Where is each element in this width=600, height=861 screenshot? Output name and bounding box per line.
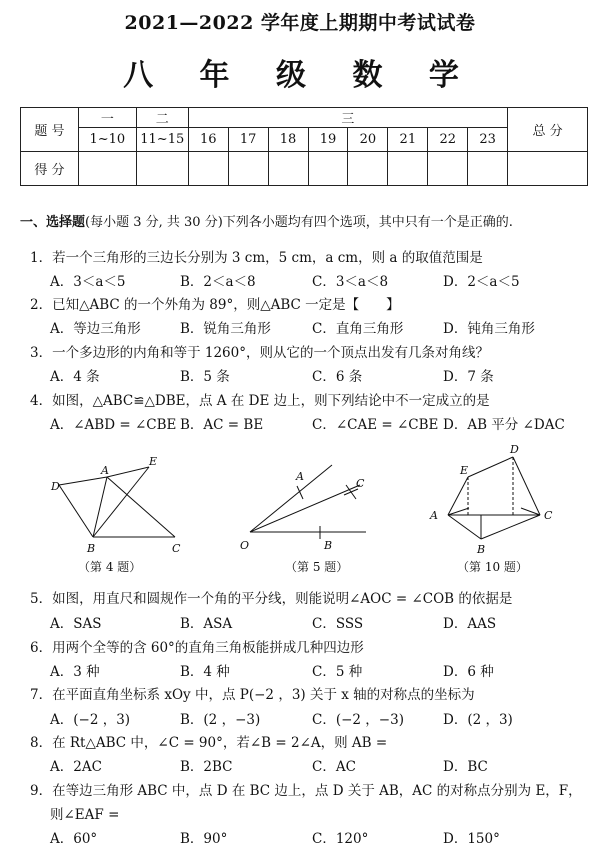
- section-note: (每小题 3 分, 共 30 分): [85, 215, 223, 230]
- col-17: 17: [228, 128, 268, 152]
- segment-dc: [513, 457, 540, 515]
- question-stem: 5．如图，用直尺和圆规作一个角的平分线，则能说明∠AOC = ∠COB 的依据是: [30, 591, 513, 607]
- score-cell[interactable]: [188, 152, 228, 186]
- option-a[interactable]: A．60°: [50, 831, 98, 847]
- option-c[interactable]: C．5 种: [312, 664, 363, 680]
- score-cell[interactable]: [508, 152, 588, 186]
- exam-title: 2021—2022 学年度上期期中考试试卷: [124, 12, 476, 34]
- option-d[interactable]: D．6 种: [443, 664, 494, 680]
- option-d[interactable]: D．AB 平分 ∠DAC: [443, 417, 565, 433]
- col-19: 19: [308, 128, 348, 152]
- col-22: 22: [428, 128, 468, 152]
- question-stem: 6．用两个全等的含 60°的直角三角板能拼成几种四边形: [30, 640, 364, 656]
- col-20: 20: [348, 128, 388, 152]
- score-cell[interactable]: [348, 152, 388, 186]
- option-c[interactable]: C．SSS: [312, 616, 364, 632]
- group-2: 二: [136, 108, 188, 128]
- segment-bc: [481, 515, 540, 539]
- option-c[interactable]: C．6 条: [312, 369, 363, 385]
- figure-5-caption: （第 5 题）: [285, 560, 349, 574]
- option-b[interactable]: B．4 种: [180, 664, 230, 680]
- question-stem: 4．如图，△ABC≌△DBE，点 A 在 DE 边上，则下列结论中不一定成立的是: [30, 393, 490, 409]
- score-cell[interactable]: [228, 152, 268, 186]
- option-b[interactable]: B．2＜a＜8: [180, 274, 256, 290]
- figure-4-caption: （第 4 题）: [78, 560, 142, 574]
- option-a[interactable]: A．SAS: [50, 616, 102, 632]
- group-1: 一: [78, 108, 136, 128]
- option-a[interactable]: A．等边三角形: [50, 321, 141, 337]
- option-c[interactable]: C．3＜a＜8: [312, 274, 389, 290]
- option-d[interactable]: D．150°: [443, 831, 500, 847]
- figure-4: [45, 452, 205, 557]
- label-a: A: [296, 470, 304, 483]
- label-c: C: [544, 509, 553, 522]
- total-label: 总 分: [508, 108, 588, 152]
- option-d[interactable]: D．2＜a＜5: [443, 274, 520, 290]
- section-title: 一、选择题: [20, 215, 86, 230]
- score-cell[interactable]: [78, 152, 136, 186]
- label-c: C: [356, 477, 365, 490]
- option-d[interactable]: D．BC: [443, 759, 488, 775]
- col-18: 18: [268, 128, 308, 152]
- option-b[interactable]: B．锐角三角形: [180, 321, 271, 337]
- option-b[interactable]: B．AC = BE: [180, 417, 264, 433]
- option-c[interactable]: C．120°: [312, 831, 369, 847]
- option-d[interactable]: D．钝角三角形: [443, 321, 535, 337]
- option-b[interactable]: B．2BC: [180, 759, 233, 775]
- score-table: [20, 107, 588, 186]
- score-cell[interactable]: [308, 152, 348, 186]
- option-c[interactable]: C．AC: [312, 759, 356, 775]
- subject-title: 八 年 级 数 学: [123, 58, 477, 93]
- score-cell[interactable]: [428, 152, 468, 186]
- score-cell[interactable]: [136, 152, 188, 186]
- option-a[interactable]: A．3＜a＜5: [50, 274, 126, 290]
- option-d[interactable]: D．(2 ，3): [443, 712, 513, 728]
- label-o: O: [240, 539, 250, 552]
- figure-10-caption: （第 10 题）: [457, 560, 528, 574]
- label-c: C: [172, 542, 181, 555]
- label-e: E: [460, 464, 469, 477]
- ray-oa: [250, 465, 332, 532]
- question-stem: 3．一个多边形的内角和等于 1260°，则从它的一个顶点出发有几条对角线？: [30, 345, 489, 361]
- segment-db: [59, 485, 93, 537]
- option-a[interactable]: A．(−2 ，3): [50, 712, 131, 728]
- row-label-score: 得 分: [21, 152, 79, 186]
- question-stem-continued: 则∠EAF =: [50, 807, 120, 823]
- ray-oc: [250, 485, 360, 532]
- score-cell[interactable]: [268, 152, 308, 186]
- col-11-15: 11~15: [136, 128, 188, 152]
- segment-ed: [468, 457, 513, 477]
- option-c[interactable]: C．(−2 ，−3): [312, 712, 404, 728]
- section-heading: [20, 211, 513, 230]
- option-b[interactable]: B．5 条: [180, 369, 230, 385]
- option-b[interactable]: B．ASA: [180, 616, 233, 632]
- option-b[interactable]: B．90°: [180, 831, 228, 847]
- question-stem: 8．在 Rt△ABC 中，∠C = 90°，若∠B = 2∠A，则 AB =: [30, 735, 388, 751]
- col-23: 23: [468, 128, 508, 152]
- label-e: E: [149, 455, 158, 468]
- label-d: D: [510, 443, 519, 456]
- option-a[interactable]: A．2AC: [50, 759, 102, 775]
- label-a: A: [430, 509, 438, 522]
- option-a[interactable]: A．3 种: [50, 664, 100, 680]
- group-3: 三: [188, 108, 507, 128]
- col-1-10: 1~10: [78, 128, 136, 152]
- segment-ab: [448, 515, 481, 539]
- question-stem: 7．在平面直角坐标系 xOy 中，点 P(−2 ，3) 关于 x 轴的对称点的坐标为: [30, 687, 475, 703]
- label-a: A: [101, 464, 109, 477]
- figure-5: [238, 455, 378, 555]
- option-a[interactable]: A．∠ABD = ∠CBE: [50, 417, 177, 433]
- question-stem: 9．在等边三角形 ABC 中，点 D 在 BC 边上，点 D 关于 AB，AC 的对称点分别为 E，F，: [30, 783, 582, 799]
- label-b: B: [324, 539, 333, 552]
- score-cell[interactable]: [388, 152, 428, 186]
- row-label-question-no: 题 号: [21, 108, 79, 152]
- option-c[interactable]: C．∠CAE = ∠CBE: [312, 417, 439, 433]
- option-a[interactable]: A．4 条: [50, 369, 100, 385]
- option-d[interactable]: D．7 条: [443, 369, 494, 385]
- question-stem: 2．已知△ABC 的一个外角为 89°，则△ABC 一定是【 】: [30, 297, 400, 313]
- section-instruction: 下列各小题均有四个选项，其中只有一个是正确的.: [222, 215, 513, 230]
- label-d: D: [51, 480, 60, 493]
- segment-da: [59, 477, 107, 485]
- question-stem: 1．若一个三角形的三边长分别为 3 cm，5 cm，a cm，则 a 的取值范围是: [30, 250, 483, 266]
- figure-10: [426, 440, 556, 558]
- score-cell[interactable]: [468, 152, 508, 186]
- col-16: 16: [188, 128, 228, 152]
- label-b: B: [87, 542, 96, 555]
- option-b[interactable]: B．(2 ，−3): [180, 712, 261, 728]
- col-21: 21: [388, 128, 428, 152]
- label-b: B: [477, 543, 486, 556]
- option-d[interactable]: D．AAS: [443, 616, 497, 632]
- option-c[interactable]: C．直角三角形: [312, 321, 404, 337]
